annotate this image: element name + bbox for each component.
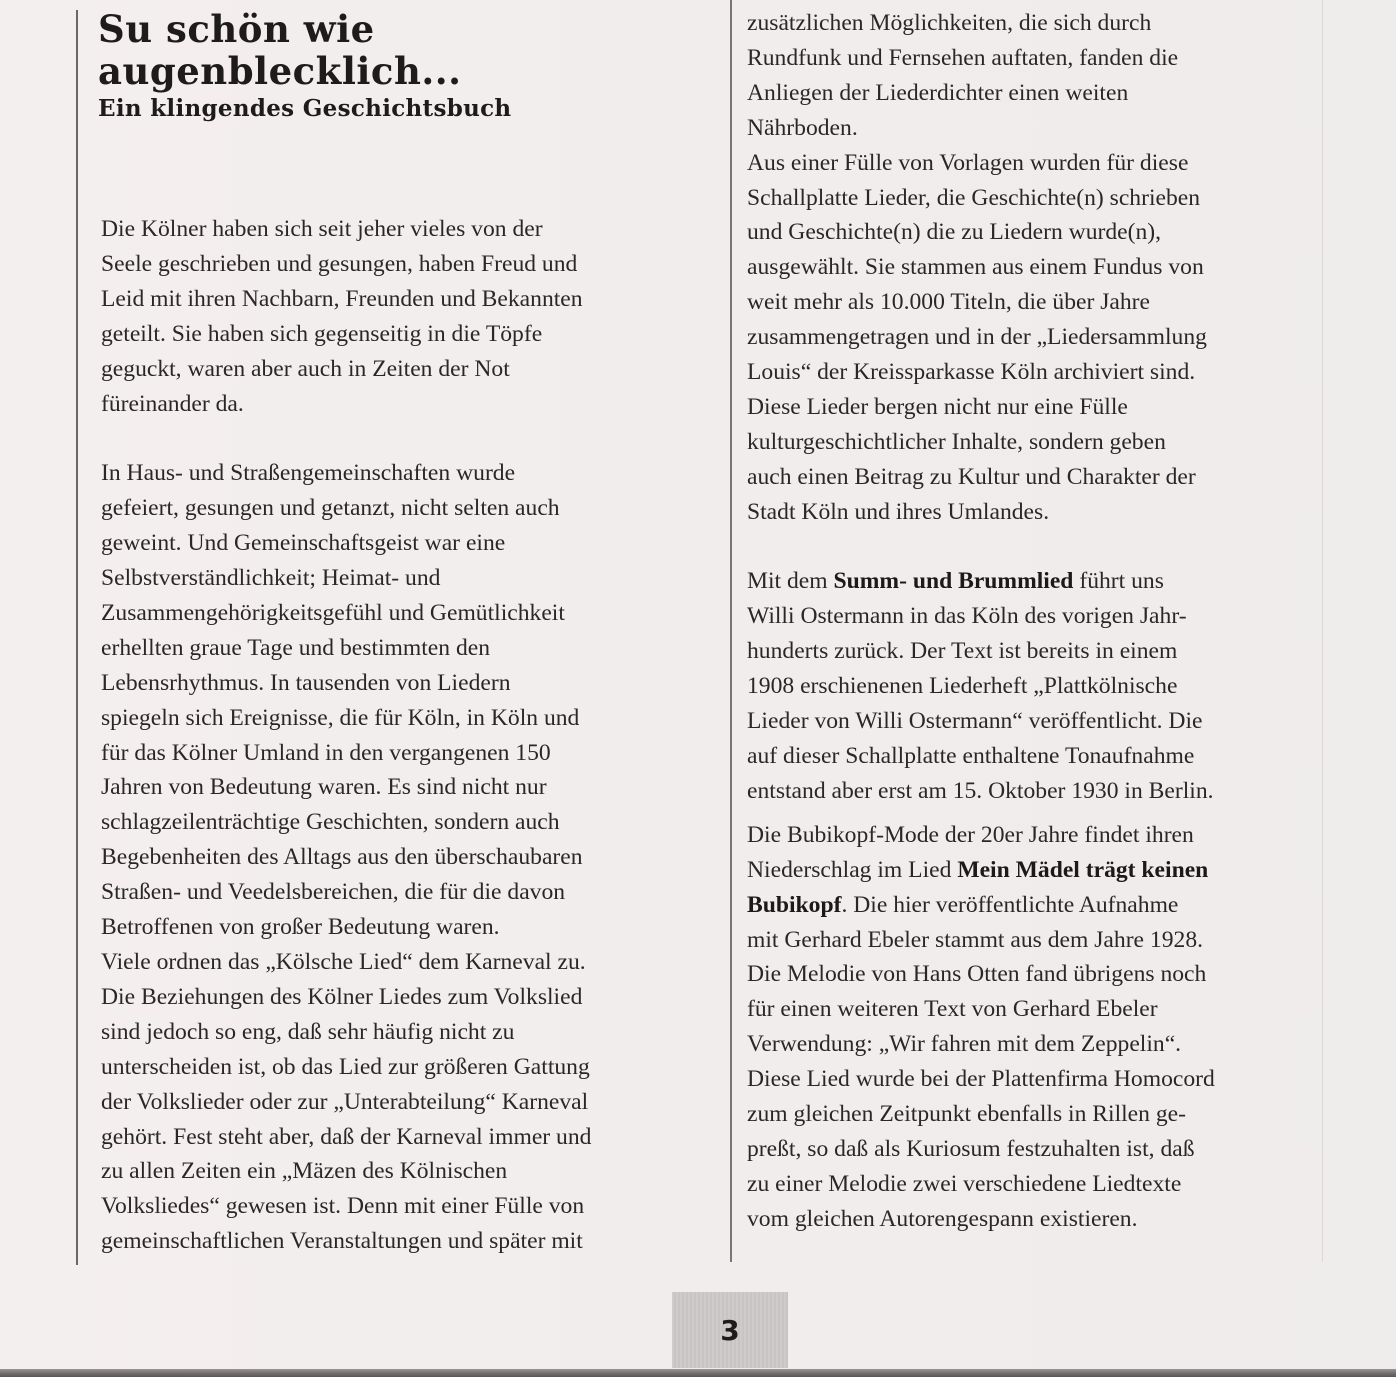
- text-run: Mit dem: [747, 568, 834, 595]
- text-line: gemeinschaftlichen Veranstaltungen und später mit: [101, 1228, 583, 1255]
- left-column-rule: [76, 10, 78, 1265]
- page-title-line-1: Su schön wie: [98, 7, 375, 51]
- page-subtitle: Ein klingendes Geschichtsbuch: [98, 95, 512, 122]
- page-title-line-2: augenblecklich...: [98, 49, 462, 93]
- text-line: Willi Ostermann in das Köln des vorigen Jahr-: [747, 603, 1187, 630]
- text-line: zusammengetragen und in der „Liedersammlung: [747, 324, 1207, 351]
- text-line: Die Kölner haben sich seit jeher vieles von der: [101, 216, 543, 242]
- text-line: Straßen- und Veedelsbereichen, die für die davon: [101, 879, 566, 906]
- text-line: zum gleichen Zeitpunkt ebenfalls in Rillen ge-: [747, 1101, 1186, 1128]
- text-line: 1908 erschienenen Liederheft „Plattkölnische: [747, 673, 1178, 700]
- text-line: ausgewählt. Sie stammen aus einem Fundus von: [747, 254, 1204, 281]
- text-line: sind jedoch so eng, daß sehr häufig nicht zu: [101, 1018, 515, 1045]
- paragraph-community: [101, 456, 721, 1259]
- text-line: Rundfunk und Fernsehen auftaten, fanden die: [747, 44, 1179, 71]
- text-line: Die Melodie von Hans Otten fand übrigens noch: [747, 961, 1207, 988]
- text-line: hunderts zurück. Der Text ist bereits in einem: [747, 638, 1178, 665]
- text-line: entstand aber erst am 15. Oktober 1930 in Berlin.: [747, 777, 1214, 804]
- text-line: Betroffenen von großer Bedeutung waren.: [101, 914, 500, 941]
- title-block: [98, 8, 698, 124]
- text-line: Nährboden.: [747, 114, 858, 141]
- text-line: Diese Lied wurde bei der Plattenfirma Homocord: [747, 1066, 1215, 1093]
- text-line: [747, 888, 1337, 923]
- text-line: zu einer Melodie zwei verschiedene Liedtexte: [747, 1170, 1182, 1197]
- page-bottom-edge: [0, 1369, 1396, 1377]
- text-line: Die Beziehungen des Kölner Liedes zum Volkslied: [101, 983, 583, 1010]
- song-title-summ-und-brummlied: Summ- und Brummlied: [833, 568, 1074, 595]
- text-line: Louis“ der Kreissparkasse Köln archiviert sind.: [747, 359, 1196, 386]
- text-line: schlagzeilenträchtige Geschichten, sondern auch: [101, 809, 560, 836]
- text-line: Zusammengehörigkeitsgefühl und Gemütlichkeit: [101, 599, 565, 626]
- text-line: vom gleichen Autorengespann existieren.: [747, 1205, 1138, 1232]
- text-line: für das Kölner Umland in den vergangenen 150: [101, 739, 551, 766]
- text-line: spiegeln sich Ereignisse, die für Köln, in Köln und: [101, 704, 580, 731]
- text-line: Anliegen der Liederdichter einen weiten: [747, 79, 1129, 106]
- page-number: 3: [720, 1313, 740, 1347]
- left-column: [101, 212, 721, 1259]
- text-line: mit Gerhard Ebeler stammt aus dem Jahre 1928.: [747, 926, 1204, 953]
- text-line: der Volkslieder oder zur „Unterabteilung“ Karneval: [101, 1088, 589, 1115]
- text-line: [747, 564, 1337, 599]
- text-line: Lebensrhythmus. In tausenden von Liedern: [101, 669, 511, 696]
- text-line: Aus einer Fülle von Vorlagen wurden für diese: [747, 149, 1189, 176]
- text-line: Volksliedes“ gewesen ist. Denn mit einer Fülle von: [101, 1193, 585, 1220]
- text-line: Verwendung: „Wir fahren mit dem Zeppelin“.: [747, 1031, 1182, 1058]
- song-title-mein-maedel-continued: Bubikopf: [747, 891, 842, 918]
- text-line: Selbstverständlichkeit; Heimat- und: [101, 565, 441, 592]
- right-column: [747, 6, 1337, 1237]
- paragraph-gap: [747, 530, 1337, 565]
- paragraph-summ-und-brummlied: [747, 564, 1337, 808]
- paragraph-collection: [747, 6, 1337, 530]
- text-line: geguckt, waren aber auch in Zeiten der Not: [101, 355, 510, 382]
- text-line: auch einen Beitrag zu Kultur und Charakter der: [747, 463, 1196, 490]
- text-line: Jahren von Bedeutung waren. Es sind nicht nur: [101, 774, 547, 801]
- paragraph-gap: [747, 809, 1337, 818]
- text-line: [747, 853, 1337, 888]
- text-line: zu allen Zeiten ein „Mäzen des Kölnischen: [101, 1158, 508, 1185]
- paragraph-gap: [101, 421, 721, 456]
- text-run: Niederschlag im Lied: [747, 856, 958, 883]
- text-line: kulturgeschichtlicher Inhalte, sondern geben: [747, 428, 1166, 455]
- text-line: In Haus- und Straßengemeinschaften wurde: [101, 460, 516, 487]
- text-line: Viele ordnen das „Kölsche Lied“ dem Karneval zu.: [101, 949, 586, 976]
- text-line: auf dieser Schallplatte enthaltene Tonaufnahme: [747, 743, 1195, 770]
- center-column-rule: [730, 0, 732, 1262]
- paragraph-intro: [101, 212, 721, 421]
- text-run: führt uns: [1073, 568, 1164, 595]
- text-line: Stadt Köln und ihres Umlandes.: [747, 498, 1050, 525]
- page-number-box: [672, 1292, 788, 1368]
- text-line: gehört. Fest steht aber, daß der Karneval immer und: [101, 1123, 592, 1150]
- text-line: Seele geschrieben und gesungen, haben Freud und: [101, 250, 578, 277]
- text-run: . Die hier veröffentlichte Aufnahme: [841, 891, 1179, 918]
- text-line: geweint. Und Gemeinschaftsgeist war eine: [101, 530, 506, 557]
- text-line: Begebenheiten des Alltags aus den überschaubaren: [101, 844, 583, 871]
- text-line: zusätzlichen Möglichkeiten, die sich durch: [747, 10, 1152, 36]
- text-line: Diese Lieder bergen nicht nur eine Fülle: [747, 393, 1128, 420]
- text-line: unterscheiden ist, ob das Lied zur größeren Gattung: [101, 1053, 590, 1080]
- text-line: Die Bubikopf-Mode der 20er Jahre findet ihren: [747, 821, 1194, 848]
- text-line: für einen weiteren Text von Gerhard Ebeler: [747, 996, 1158, 1023]
- text-line: Lieder von Willi Ostermann“ veröffentlicht. Die: [747, 708, 1203, 735]
- text-line: und Geschichte(n) die zu Liedern wurde(n),: [747, 219, 1162, 246]
- text-line: Schallplatte Lieder, die Geschichte(n) schrieben: [747, 184, 1201, 211]
- text-line: weit mehr als 10.000 Titeln, die über Jahre: [747, 289, 1150, 316]
- text-line: preßt, so daß als Kuriosum festzuhalten ist, daß: [747, 1135, 1195, 1162]
- text-line: füreinander da.: [101, 390, 244, 417]
- text-line: gefeiert, gesungen und getanzt, nicht selten auch: [101, 495, 560, 522]
- text-line: geteilt. Sie haben sich gegenseitig in die Töpfe: [101, 320, 543, 347]
- song-title-mein-maedel: Mein Mädel trägt keinen: [957, 856, 1209, 883]
- text-line: Leid mit ihren Nachbarn, Freunden und Bekannten: [101, 285, 583, 312]
- paragraph-bubikopf: [747, 818, 1337, 1237]
- text-line: erhellten graue Tage und bestimmten den: [101, 634, 491, 661]
